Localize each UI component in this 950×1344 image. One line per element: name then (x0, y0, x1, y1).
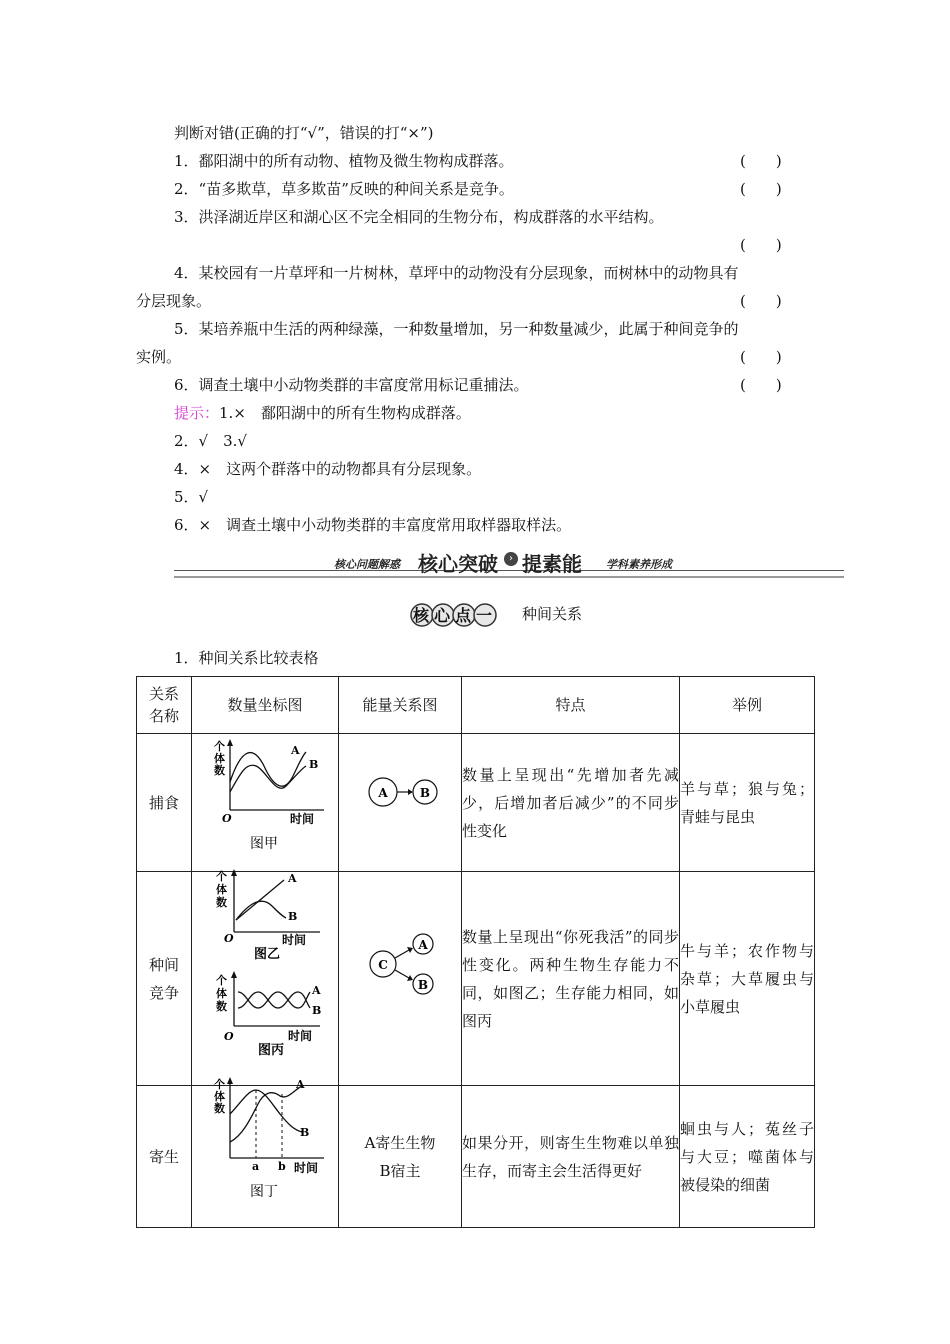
curve-b (230, 1090, 302, 1132)
series-a-label: A (288, 872, 297, 885)
question-4: 4．某校园有一片草坪和一片树林，草坪中的动物没有分层现象，而树林中的动物具有 (174, 264, 739, 282)
banner-title-a: 核心突破 (418, 552, 498, 576)
header-name-line1: 关系 (148, 685, 179, 703)
energy-cell-competition (339, 872, 462, 1086)
row-name-competition-line1: 种间 (148, 955, 179, 974)
series-b-label: B (300, 1126, 310, 1139)
graph-bing-overlay (206, 968, 330, 1064)
node-a-label: A (378, 786, 388, 800)
banner-title-b: 提素能 (522, 552, 582, 576)
row-name-competition (137, 872, 192, 1086)
series-b-label: B (288, 910, 298, 923)
curve-a (230, 752, 306, 786)
core-point-badge-text: 核心点一 (412, 606, 498, 625)
hint-answer-6: 6．× 调查土壤中小动物类群的丰富度常用取样器取样法。 (174, 516, 572, 534)
question-6: 6．调查土壤中小动物类群的丰富度常用标记重捕法。 (174, 376, 529, 394)
answer-blank-6[interactable]: ( ) (740, 376, 782, 394)
feature-predation: 数量上呈现出“先增加者先减少，后增加者后减少”的不同步性变化 (462, 734, 680, 872)
y-axis-label-1: 个 (214, 740, 225, 753)
y-axis-label-1: 个 (214, 1078, 225, 1091)
row-name-predation: 捕食 (137, 734, 192, 872)
header-graph: 数量坐标图 (192, 677, 339, 734)
graph-ding-axes (227, 1077, 324, 1158)
node-b-label: B (419, 786, 431, 800)
series-a-label: A (291, 744, 300, 757)
energy-diagram-predation (339, 734, 461, 862)
header-energy: 能量关系图 (339, 677, 462, 734)
graph-ding-overlay (206, 1074, 330, 1204)
hint-label: 提示： (174, 404, 220, 422)
origin-label: O (222, 812, 232, 825)
x-axis-label: 时间 (288, 1029, 313, 1043)
origin-label: O (224, 1030, 234, 1043)
series-a-label: A (296, 1078, 305, 1091)
banner-left-caption: 核心问题解惑 (334, 558, 400, 571)
row-name-parasitism: 寄生 (137, 1086, 192, 1228)
question-5-cont: 实例。 (136, 348, 182, 366)
header-name (137, 677, 192, 734)
question-1: 1．鄱阳湖中的所有动物、植物及微生物构成群落。 (174, 152, 514, 170)
energy-cell-parasitism (339, 1086, 462, 1228)
example-predation: 羊与草；狼与兔；青蛙与昆虫 (680, 734, 815, 872)
origin-label: O (224, 932, 234, 945)
header-name-line2: 名称 (148, 707, 179, 725)
header-feature: 特点 (462, 677, 680, 734)
graph-jia-caption: 图甲 (250, 836, 278, 852)
y-axis-label-2: 体 (216, 883, 227, 896)
graph-yi-caption: 图乙 (254, 947, 281, 962)
answer-blank-3[interactable]: ( ) (740, 236, 782, 254)
tick-a-label: a (252, 1160, 260, 1173)
tick-b-label: b (278, 1160, 286, 1173)
arrow-c-to-b (395, 970, 409, 978)
question-4-cont: 分层现象。 (136, 292, 212, 310)
feature-competition: 数量上呈现出“你死我活”的同步性变化。两种生物生存能力不同，如图乙；生存能力相同，如图丙 (462, 872, 680, 1086)
answer-blank-4[interactable]: ( ) (740, 292, 782, 310)
question-5: 5．某培养瓶中生活的两种绿藻，一种数量增加，另一种数量减少，此属于种间竞争的 (174, 320, 739, 338)
hint-line-1 (174, 403, 471, 423)
y-axis-label-3: 数 (216, 1000, 227, 1013)
answer-blank-2[interactable]: ( ) (740, 180, 782, 198)
curve-b (236, 901, 286, 920)
question-2: 2．“苗多欺草，草多欺苗”反映的种间关系是竞争。 (174, 180, 514, 198)
table-header-row (137, 677, 815, 734)
hint-answer-1: 1.× 鄱阳湖中的所有生物构成群落。 (219, 404, 471, 422)
curve-a (236, 880, 284, 920)
table-title: 1．种间关系比较表格 (174, 649, 319, 667)
y-axis-label-2: 体 (216, 987, 227, 1000)
hint-answer-5: 5．√ (174, 488, 209, 506)
section-banner (174, 542, 844, 582)
graph-jia-overlay (206, 736, 330, 856)
y-axis-label-1: 个 (216, 974, 227, 987)
series-a-label: A (312, 984, 321, 997)
answer-blank-1[interactable]: ( ) (740, 152, 782, 170)
banner-arrow-icon: › (504, 552, 518, 566)
example-parasitism: 蛔虫与人；菟丝子与大豆；噬菌体与被侵染的细菌 (680, 1086, 815, 1228)
y-axis-label-2: 体 (214, 1090, 225, 1103)
y-axis-label-3: 数 (214, 764, 225, 777)
y-axis-label-1: 个 (216, 870, 227, 883)
example-competition: 牛与羊；农作物与杂草；大草履虫与小草履虫 (680, 872, 815, 1086)
curve-b (230, 765, 306, 792)
energy-host-label: B宿主 (379, 1161, 421, 1180)
y-axis-label-3: 数 (214, 1102, 225, 1115)
header-example: 举例 (680, 677, 815, 734)
arrow-c-to-a (395, 950, 409, 958)
graph-ding-caption: 图丁 (250, 1184, 278, 1200)
hint-answer-4: 4．× 这两个群落中的动物都具有分层现象。 (174, 460, 482, 478)
x-axis-label: 时间 (282, 933, 307, 947)
hint-answer-2: 2．√ 3.√ (174, 432, 247, 450)
node-a-label: A (418, 938, 428, 952)
feature-parasitism: 如果分开，则寄生生物难以单独生存，而寄主会生活得更好 (462, 1086, 680, 1228)
series-b-label: B (312, 1004, 322, 1017)
x-axis-label: 时间 (294, 1161, 319, 1175)
x-axis-label: 时间 (290, 812, 315, 826)
energy-parasite-label: A寄生生物 (364, 1133, 436, 1152)
energy-cell-predation (339, 734, 462, 872)
energy-diagram-competition (339, 872, 461, 1076)
arrow-head (408, 789, 413, 795)
graph-yi-axes (231, 869, 320, 932)
graph-bing-caption: 图丙 (258, 1043, 285, 1058)
series-b-label: B (309, 758, 319, 771)
graph-yi-overlay (206, 866, 330, 962)
y-axis-label-2: 体 (214, 752, 225, 765)
node-b-label: B (417, 978, 429, 992)
core-point-badge (410, 602, 500, 628)
y-axis-label-3: 数 (216, 896, 227, 909)
answer-blank-5[interactable]: ( ) (740, 348, 782, 366)
question-3: 3．洪泽湖近岸区和湖心区不完全相同的生物分布，构成群落的水平结构。 (174, 208, 664, 226)
banner-rule (174, 570, 844, 578)
banner-right-caption: 学科素养形成 (606, 558, 672, 571)
core-point-title: 种间关系 (522, 605, 583, 623)
node-c-label: C (378, 958, 388, 972)
curve-a (230, 1086, 302, 1142)
question-intro: 判断对错(正确的打“√”，错误的打“×”) (174, 124, 434, 142)
graph-jia-axes (227, 739, 324, 810)
row-name-competition-line2: 竞争 (148, 983, 179, 1002)
